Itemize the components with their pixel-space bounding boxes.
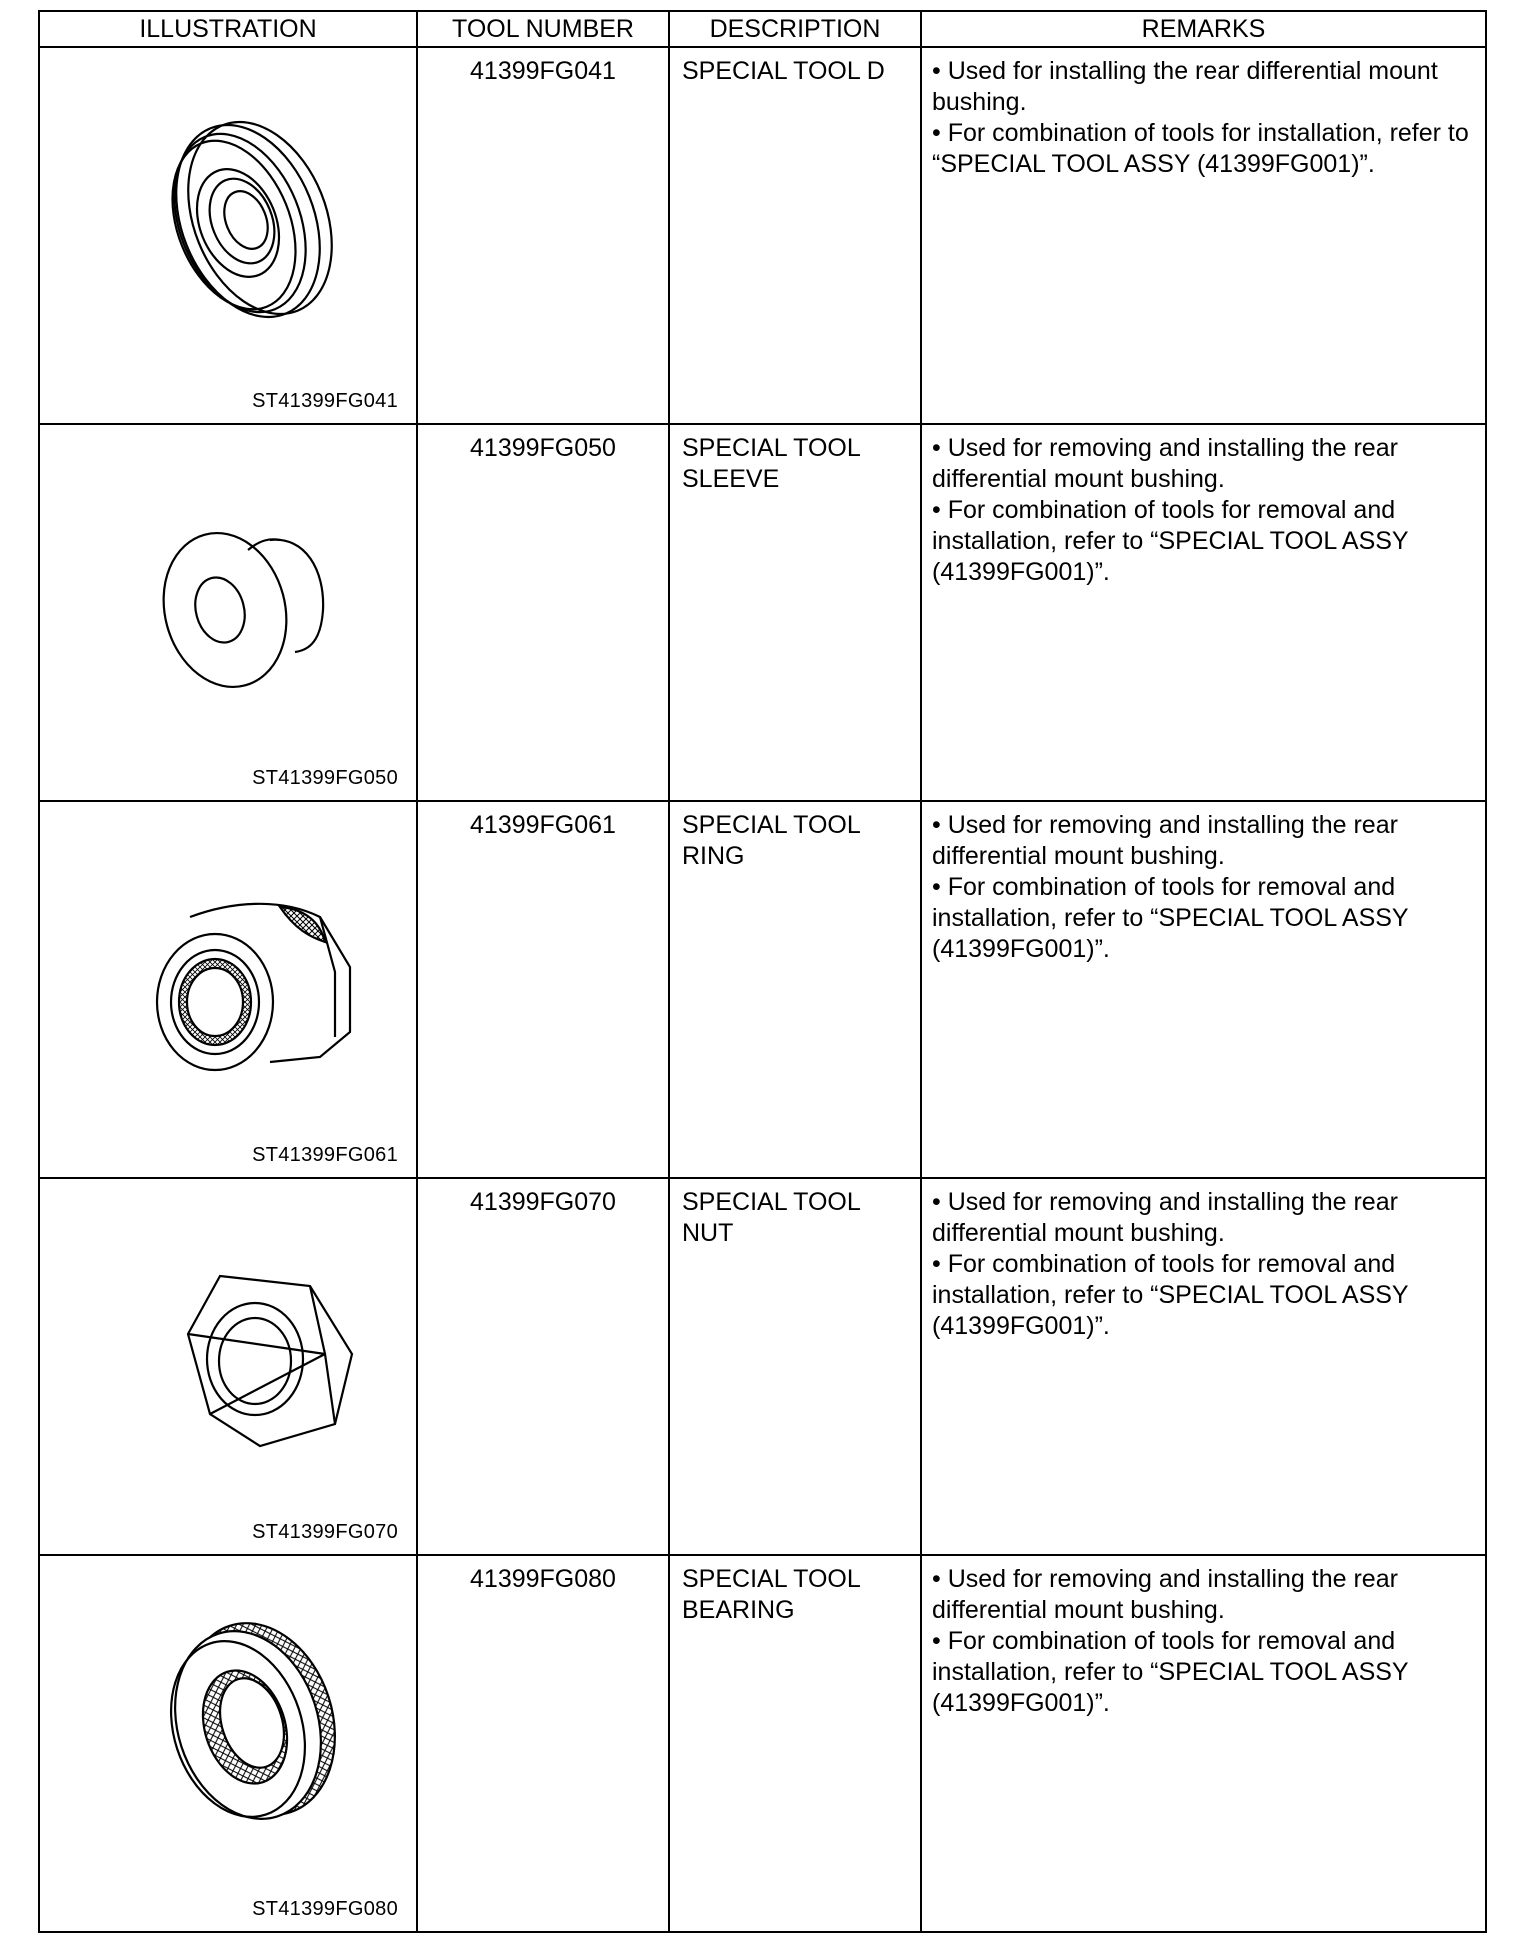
remarks-cell	[921, 1178, 1486, 1555]
description-cell	[669, 47, 921, 424]
sleeve-icon	[120, 470, 370, 720]
illustration-cell	[39, 424, 417, 801]
table-row	[39, 801, 1486, 1178]
special-tools-table	[38, 10, 1487, 1933]
table-header-row	[39, 11, 1486, 47]
remark-usage: • Used for installing the rear differential mount bushing.	[932, 57, 1438, 116]
description-line: SPECIAL TOOL	[682, 1565, 861, 1593]
remark-combination: • For combination of tools for removal and installation, refer to “SPECIAL TOOL ASSY (41399FG001)”.	[932, 1250, 1409, 1340]
illustration-cell	[39, 47, 417, 424]
illustration-code: ST41399FG041	[252, 390, 398, 412]
table-row	[39, 47, 1486, 424]
remark-combination: • For combination of tools for removal and installation, refer to “SPECIAL TOOL ASSY (41399FG001)”.	[932, 873, 1409, 963]
header-illustration: ILLUSTRATION	[39, 11, 417, 47]
tool-number-cell: 41399FG061	[417, 801, 669, 1178]
threaded-ring-icon	[120, 847, 370, 1097]
description-line: SLEEVE	[682, 465, 780, 493]
tool-number-cell: 41399FG070	[417, 1178, 669, 1555]
illustration-cell	[39, 801, 417, 1178]
remarks-cell	[921, 47, 1486, 424]
remark-usage: • Used for removing and installing the rear differential mount bushing.	[932, 811, 1398, 870]
tool-number-cell: 41399FG080	[417, 1555, 669, 1932]
illustration-code: ST41399FG050	[252, 767, 398, 789]
remark-usage: • Used for removing and installing the rear differential mount bushing.	[932, 434, 1398, 493]
remarks-cell	[921, 1555, 1486, 1932]
hex-nut-icon	[120, 1224, 370, 1474]
bearing-icon	[120, 1601, 370, 1851]
header-description: DESCRIPTION	[669, 11, 921, 47]
remark-usage: • Used for removing and installing the rear differential mount bushing.	[932, 1565, 1398, 1624]
illustration-cell	[39, 1555, 417, 1932]
description-cell	[669, 1555, 921, 1932]
tool-number-cell: 41399FG050	[417, 424, 669, 801]
header-tool-number: TOOL NUMBER	[417, 11, 669, 47]
description-line: SPECIAL TOOL	[682, 1188, 861, 1216]
description-line: SPECIAL TOOL D	[682, 57, 885, 85]
description-cell	[669, 424, 921, 801]
description-line: SPECIAL TOOL	[682, 811, 861, 839]
description-line: RING	[682, 842, 745, 870]
remark-usage: • Used for removing and installing the rear differential mount bushing.	[932, 1188, 1398, 1247]
remarks-cell	[921, 424, 1486, 801]
pulley-disc-icon	[120, 93, 370, 343]
description-line: SPECIAL TOOL	[682, 434, 861, 462]
illustration-code: ST41399FG061	[252, 1144, 398, 1166]
illustration-cell	[39, 1178, 417, 1555]
remark-combination: • For combination of tools for removal and installation, refer to “SPECIAL TOOL ASSY (41399FG001)”.	[932, 1627, 1409, 1717]
table-row	[39, 1555, 1486, 1932]
description-cell	[669, 1178, 921, 1555]
table-row	[39, 1178, 1486, 1555]
remark-combination: • For combination of tools for removal and installation, refer to “SPECIAL TOOL ASSY (41399FG001)”.	[932, 496, 1409, 586]
remark-combination: • For combination of tools for installation, refer to “SPECIAL TOOL ASSY (41399FG001)”.	[932, 119, 1469, 178]
table-row	[39, 424, 1486, 801]
special-tools-sheet	[38, 10, 1485, 1920]
illustration-code: ST41399FG070	[252, 1521, 398, 1543]
description-line: NUT	[682, 1219, 734, 1247]
remarks-cell	[921, 801, 1486, 1178]
tool-number-cell: 41399FG041	[417, 47, 669, 424]
illustration-code: ST41399FG080	[252, 1898, 398, 1920]
description-cell	[669, 801, 921, 1178]
description-line: BEARING	[682, 1596, 795, 1624]
header-remarks: REMARKS	[921, 11, 1486, 47]
